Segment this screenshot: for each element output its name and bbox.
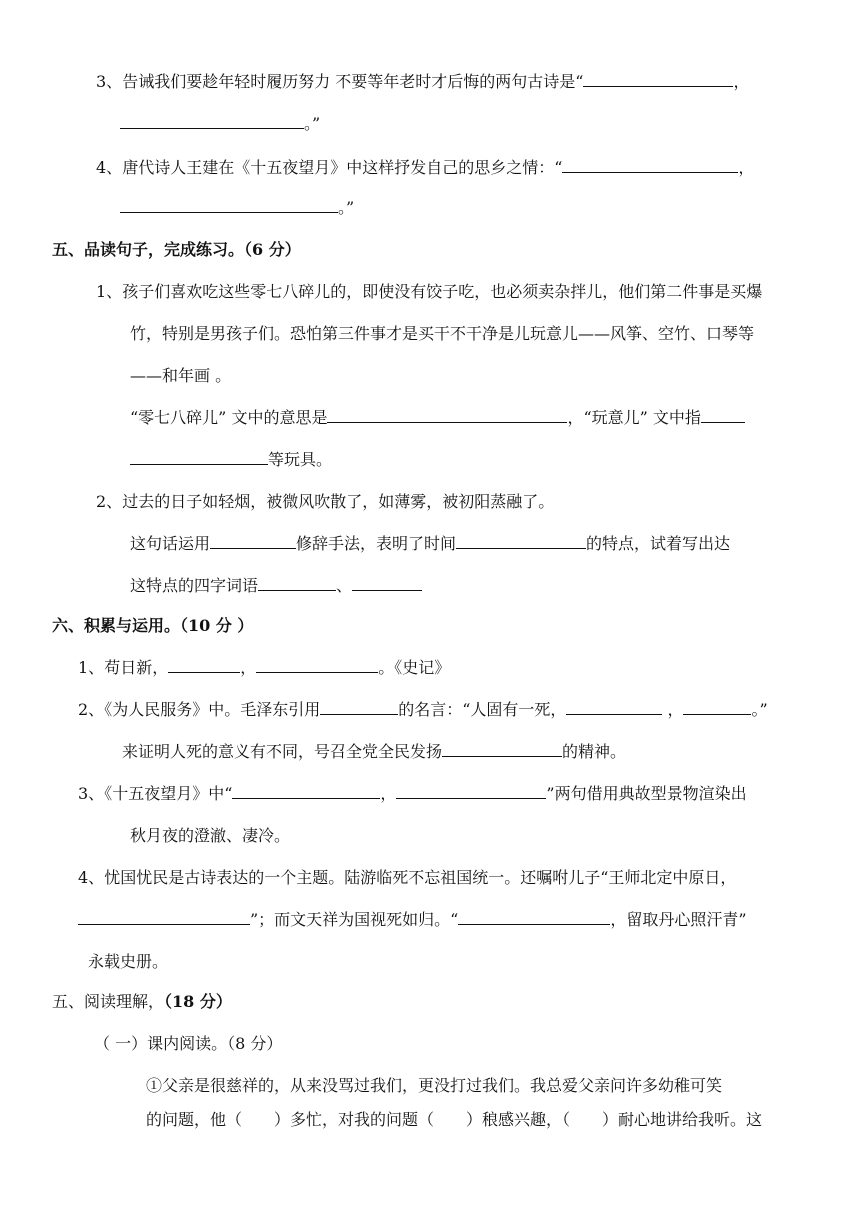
s6-item1 bbox=[78, 656, 450, 680]
s6-item2-line1 bbox=[78, 698, 768, 722]
item-text: 过去的日子如轻烟，被微风吹散了，如薄雾，被初阳蒸融了。 bbox=[122, 492, 555, 511]
s6-item4-line2 bbox=[78, 908, 747, 932]
punct: ， bbox=[738, 158, 755, 177]
answer-blank[interactable] bbox=[78, 908, 250, 925]
para-text: 的问题，他（ bbox=[146, 1110, 243, 1129]
answer-blank[interactable] bbox=[683, 698, 751, 715]
s5-item1-question-line1 bbox=[130, 406, 745, 430]
reading-para-line2 bbox=[146, 1108, 762, 1132]
para-text: ）多忙，对我的问题（ bbox=[274, 1110, 435, 1129]
punct: 。” bbox=[751, 700, 768, 719]
s5-item2-question-line1 bbox=[130, 532, 730, 556]
item-text: ”；而文天祥为国视死如归。“ bbox=[250, 910, 459, 929]
answer-blank[interactable] bbox=[320, 698, 398, 715]
punct: ， bbox=[662, 700, 684, 719]
s5-item2-line1 bbox=[96, 490, 554, 514]
q4-item4-line1 bbox=[96, 156, 754, 180]
item-text: ，留取丹心照汗青” bbox=[610, 910, 747, 929]
punct: 、 bbox=[336, 576, 353, 595]
answer-blank[interactable] bbox=[258, 574, 336, 591]
answer-blank[interactable] bbox=[232, 782, 380, 799]
q4-item3-line2 bbox=[120, 112, 320, 136]
item-text: 孩子们喜欢吃这些零七八碎儿的，即使没有饺子吃，也必须卖杂拌儿，他们第二件事是买爆 bbox=[122, 282, 763, 301]
punct: 。” bbox=[338, 198, 355, 217]
s5-item1-line3: ——和年画 。 bbox=[130, 366, 232, 385]
heading-score: （18 分） bbox=[164, 992, 232, 1011]
para-text: ）耐心地讲给我听。这 bbox=[602, 1110, 763, 1129]
s6-item4-line3: 永载史册。 bbox=[88, 952, 169, 971]
item-text: 苟日新， bbox=[104, 658, 169, 677]
s6-item2-line2 bbox=[122, 740, 626, 764]
question-text: 修辞手法，表明了时间 bbox=[296, 534, 457, 553]
section6-heading: 六、积累与运用。（10 分 ） bbox=[52, 616, 254, 635]
item-text: 的名言：“人固有一死， bbox=[398, 700, 567, 719]
item-text: 唐代诗人王建在《十五夜望月》中这样抒发自己的思乡之情：“ bbox=[122, 158, 563, 177]
punct: ， bbox=[240, 658, 257, 677]
reading-sub-heading: （ 一）课内阅读。（8 分） bbox=[94, 1034, 283, 1053]
punct: ， bbox=[380, 784, 397, 803]
s6-item3-line2: 秋月夜的澄澈、凄冷。 bbox=[130, 826, 291, 845]
answer-blank[interactable] bbox=[120, 112, 304, 129]
section5-heading: 五、品读句子，完成练习。（6 分） bbox=[52, 240, 301, 259]
question-text: 的特点，试着写出达 bbox=[586, 534, 731, 553]
question-text: 等玩具。 bbox=[268, 450, 333, 469]
s5-item1-line1 bbox=[96, 280, 762, 304]
answer-blank[interactable] bbox=[456, 532, 586, 549]
item-number: 1、 bbox=[78, 658, 105, 677]
item-text: 告诫我们要趁年轻时履历努力 不要等年老时才后悔的两句古诗是“ bbox=[122, 72, 584, 91]
answer-blank[interactable] bbox=[566, 698, 662, 715]
answer-blank[interactable] bbox=[583, 70, 733, 87]
heading-text: 五、阅读理解， bbox=[52, 992, 165, 1011]
answer-blank[interactable] bbox=[327, 406, 567, 423]
item-number: 3、 bbox=[78, 784, 105, 803]
item-number: 4、 bbox=[78, 868, 105, 887]
answer-blank[interactable] bbox=[168, 656, 240, 673]
item-text: 忧国忧民是古诗表达的一个主题。陆游临死不忘祖国统一。还嘱咐儿子“王师北定中原日， bbox=[104, 868, 737, 887]
punct: ， bbox=[733, 72, 750, 91]
item-text: 的精神。 bbox=[562, 742, 627, 761]
item-number: 3、 bbox=[96, 72, 123, 91]
item-number: 2、 bbox=[96, 492, 123, 511]
para-text: ）稂感兴趣，（ bbox=[466, 1110, 571, 1129]
s6-item3-line1 bbox=[78, 782, 747, 806]
answer-blank[interactable] bbox=[701, 406, 745, 423]
s5-item2-question-line2 bbox=[130, 574, 422, 598]
question-text: ，“玩意儿” 文中指 bbox=[567, 408, 701, 427]
item-number: 4、 bbox=[96, 158, 123, 177]
answer-blank[interactable] bbox=[458, 908, 610, 925]
q4-item3-line1 bbox=[96, 70, 749, 94]
item-text: 来证明人死的意义有不同，号召全党全民发扬 bbox=[122, 742, 443, 761]
item-text: 《十五夜望月》中“ bbox=[104, 784, 233, 803]
question-text: 这句话运用 bbox=[130, 534, 211, 553]
answer-blank[interactable] bbox=[120, 196, 338, 213]
item-text: ”两句借用典故型景物渲染出 bbox=[546, 784, 747, 803]
reading-para-line1: ①父亲是很慈祥的，从来没骂过我们，更没打过我们。我总爱父亲问许多幼稚可笑 bbox=[146, 1076, 723, 1095]
item-number: 2、 bbox=[78, 700, 105, 719]
item-number: 1、 bbox=[96, 282, 123, 301]
item-text: 《为人民服务》中。毛泽东引用 bbox=[104, 700, 321, 719]
question-text: 这特点的四字词语 bbox=[130, 576, 259, 595]
answer-blank[interactable] bbox=[210, 532, 296, 549]
s5-item1-question-line2 bbox=[130, 448, 332, 472]
q4-item4-line2 bbox=[120, 196, 354, 220]
question-text: “零七八碎儿” 文中的意思是 bbox=[130, 408, 328, 427]
answer-blank[interactable] bbox=[130, 448, 268, 465]
answer-blank[interactable] bbox=[562, 156, 738, 173]
punct: 。” bbox=[304, 114, 321, 133]
answer-blank[interactable] bbox=[396, 782, 546, 799]
s5-item1-line2: 竹，特别是男孩子们。恐怕第三件事才是买干不干净是儿玩意儿——风筝、空竹、口琴等 bbox=[130, 324, 755, 343]
answer-blank[interactable] bbox=[352, 574, 422, 591]
punct: 。《史记》 bbox=[378, 658, 451, 677]
answer-blank[interactable] bbox=[256, 656, 378, 673]
s6-item4-line1 bbox=[78, 866, 736, 890]
answer-blank[interactable] bbox=[442, 740, 562, 757]
reading-heading bbox=[52, 990, 232, 1014]
